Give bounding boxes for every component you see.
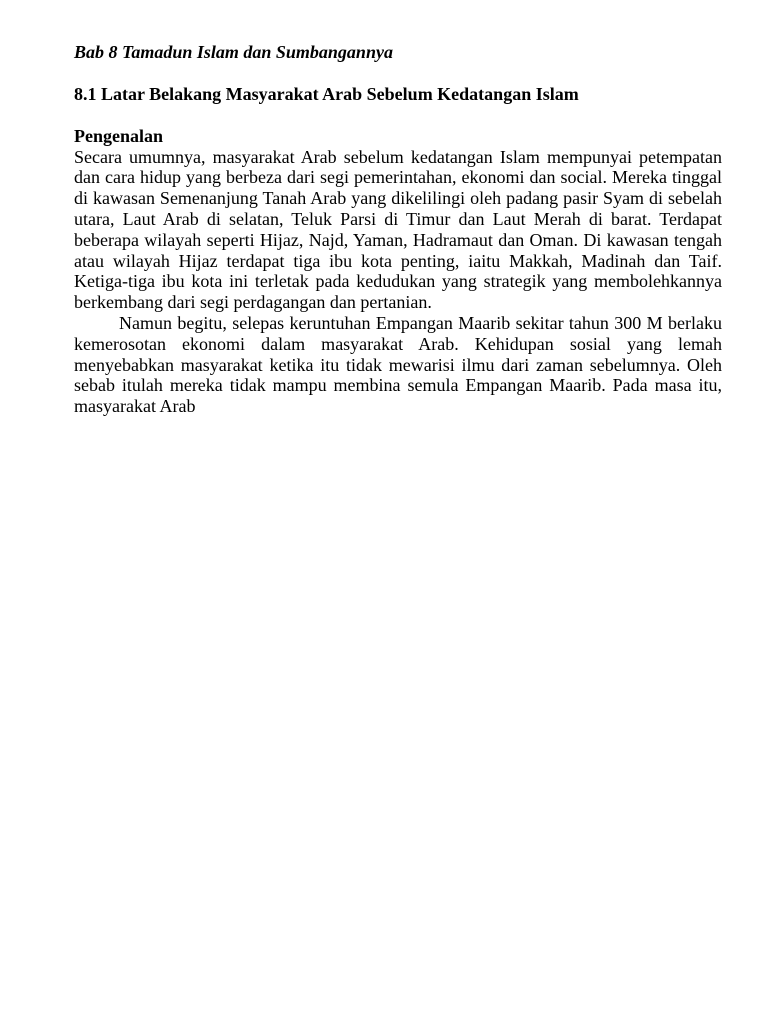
body-paragraph-1: Secara umumnya, masyarakat Arab sebelum kedatangan Islam mempunyai petempatan dan cara hidup yang berbeza dari segi pemerintahan, ekonomi dan social. Mereka tinggal di kawasan Semenanjung Tanah Arab yang dikelilingi oleh padang pasir Syam di sebelah utara, Laut Arab di selatan, Teluk Parsi di Timur dan Laut Merah di barat. Terdapat beberapa wilayah seperti Hijaz, Najd, Yaman, Hadramaut dan Oman. Di kawasan tengah atau wilayah Hijaz terdapat tiga ibu kota penting, iaitu Makkah, Madinah dan Taif. Ketiga-tiga ibu kota ini terletak pada kedudukan yang strategik yang membolehkannya berkembang dari segi perdagangan dan pertanian. xyxy=(74,146,722,313)
section-title: 8.1 Latar Belakang Masyarakat Arab Sebelum Kedatangan Islam xyxy=(74,84,579,104)
body-paragraph-2: Namun begitu, selepas keruntuhan Empangan Maarib sekitar tahun 300 M berlaku kemerosotan ekonomi dalam masyarakat Arab. Kehidupan sosial yang lemah menyebabkan masyarakat ketika itu tidak mewarisi ilmu dari zaman sebelumnya. Oleh sebab itulah mereka tidak mampu membina semula Empangan Maarib. Pada masa itu, masyarakat Arab xyxy=(74,312,722,417)
subsection-title: Pengenalan xyxy=(74,125,164,146)
chapter-title: Bab 8 Tamadun Islam dan Sumbangannya xyxy=(74,42,393,62)
document-page xyxy=(74,42,722,417)
